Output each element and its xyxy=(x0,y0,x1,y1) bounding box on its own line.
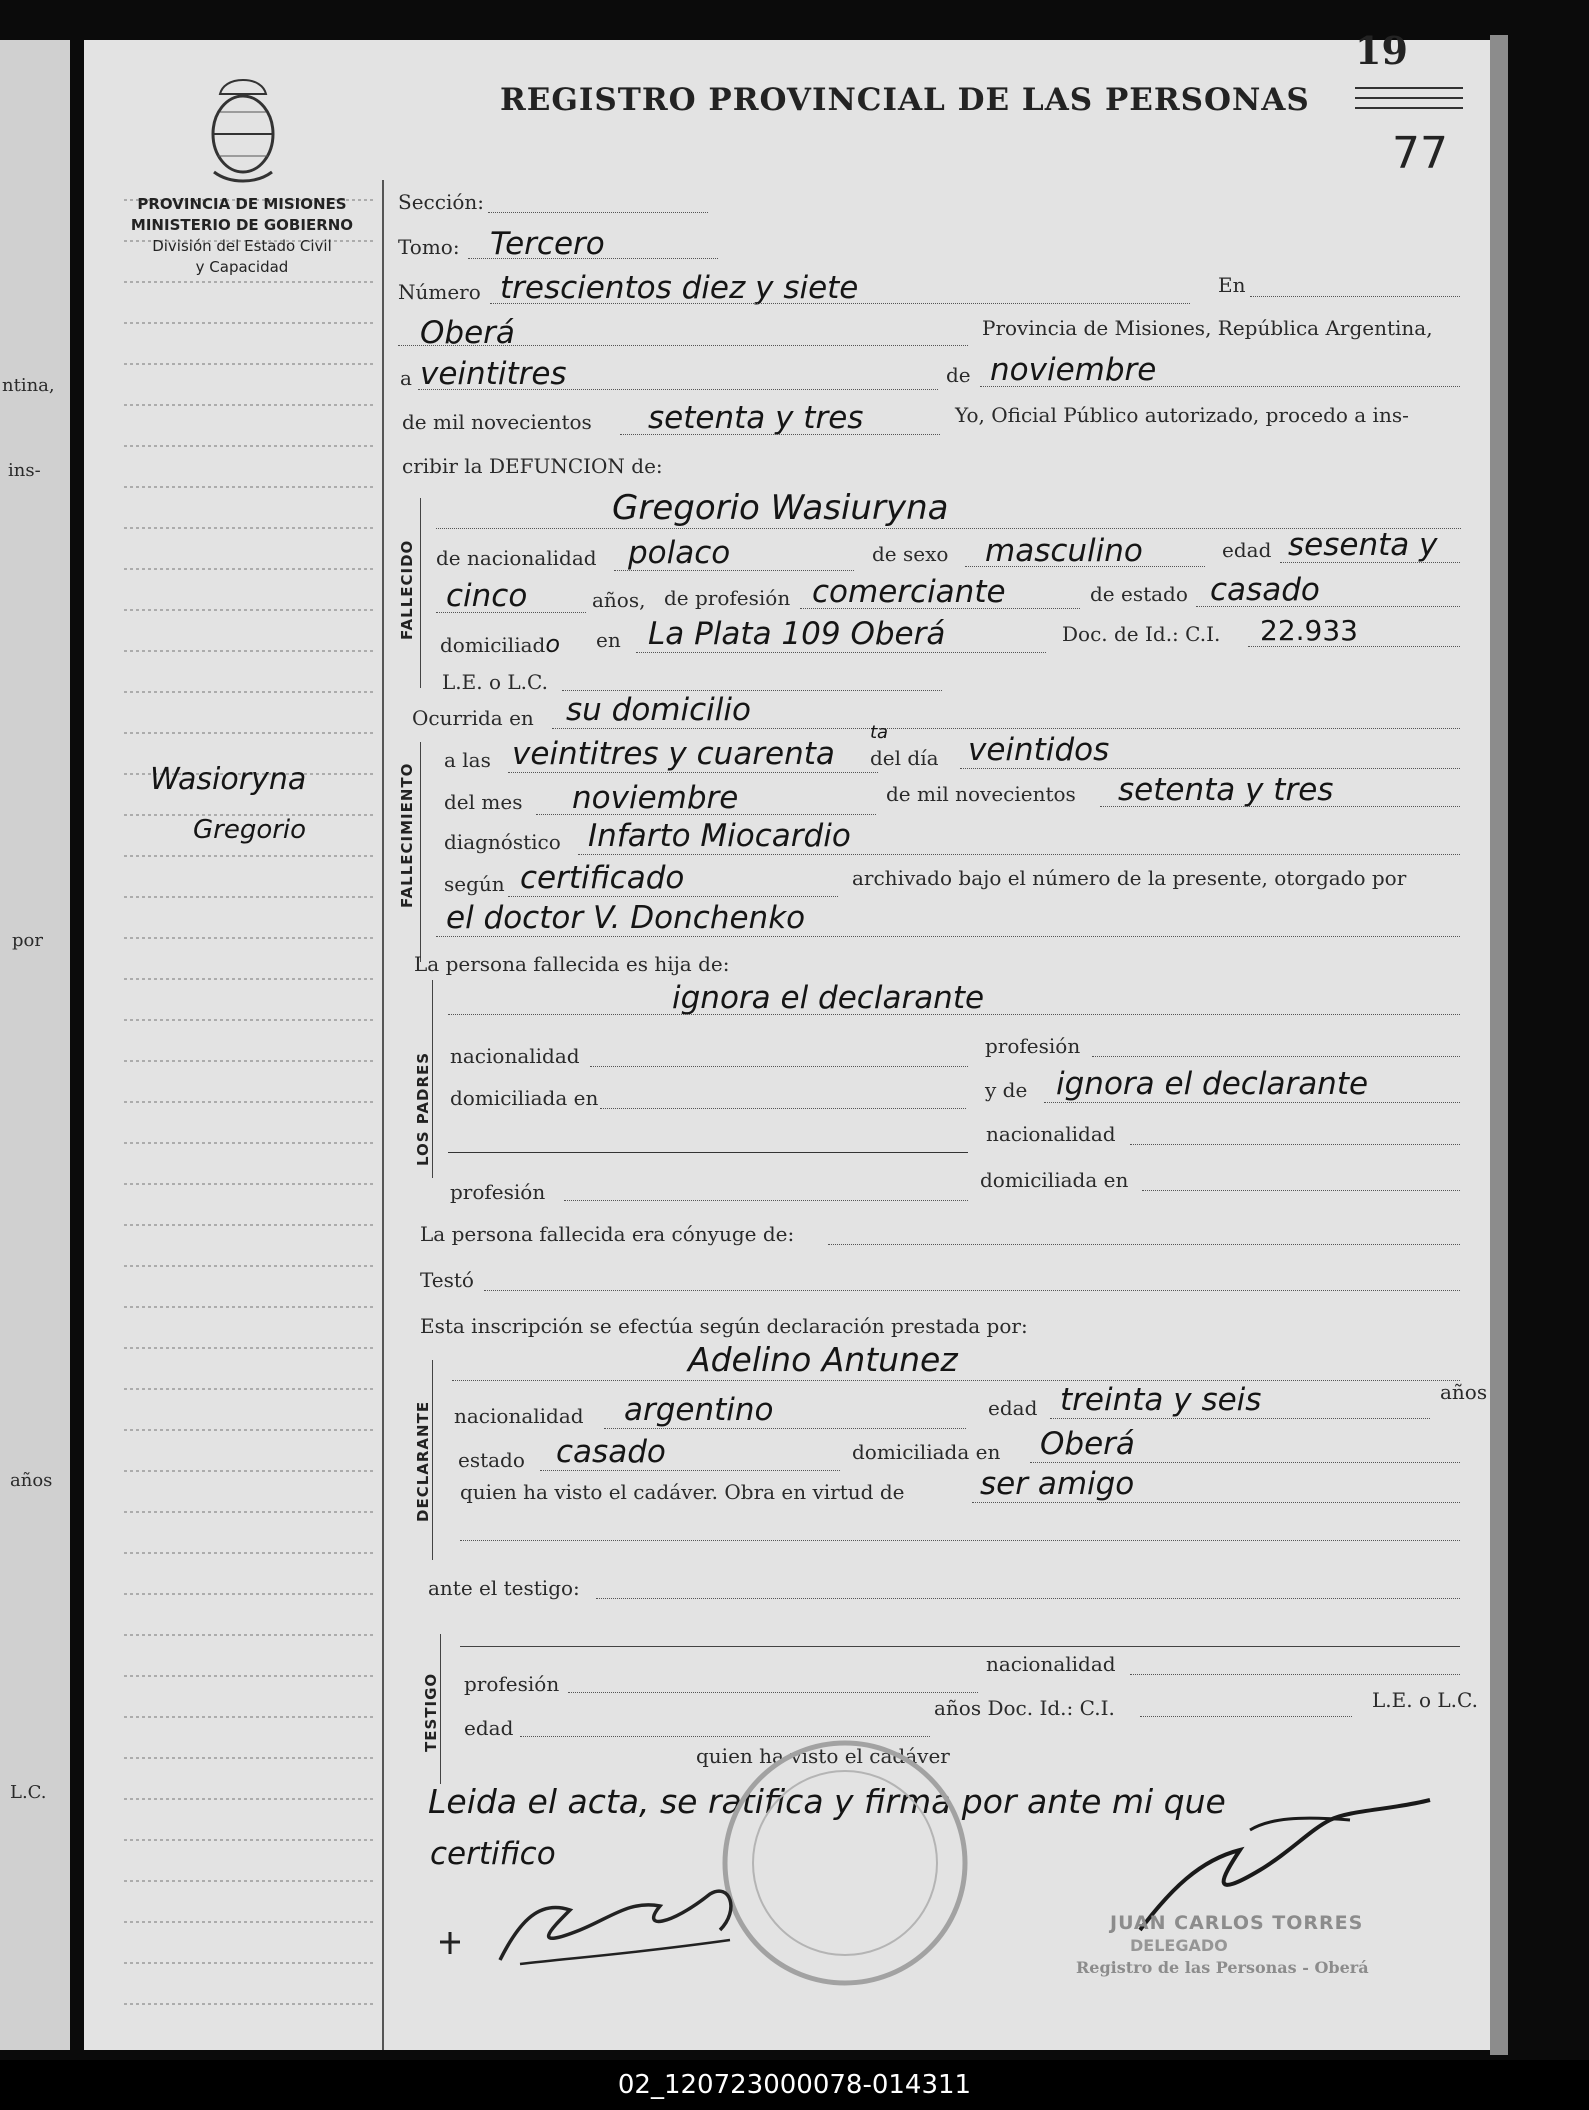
edad-value-2: cinco xyxy=(446,578,528,614)
del-dia-label: del día xyxy=(870,746,939,770)
en-label: En xyxy=(1218,273,1246,297)
nacionalidad2-line xyxy=(1130,1144,1460,1145)
domiciliado-text: domiciliad xyxy=(440,633,546,657)
domicilio-line xyxy=(636,652,1046,653)
estado-value: casado xyxy=(1210,572,1320,608)
fallecimiento-bracket xyxy=(420,742,421,962)
left-fragment: por xyxy=(12,930,43,951)
fallecido-bracket xyxy=(420,498,421,688)
anio-label: de mil novecientos xyxy=(886,782,1076,806)
testigo-edad-label: edad xyxy=(464,1716,514,1740)
profesion2-label: profesión xyxy=(450,1180,546,1204)
numero-line xyxy=(490,303,1190,304)
lugar-line xyxy=(398,345,968,346)
anio-line xyxy=(620,434,940,435)
profesion-line xyxy=(1092,1056,1460,1057)
declarante-extra-line xyxy=(460,1540,1460,1541)
left-fragment: L.C. xyxy=(10,1782,47,1803)
ante-testigo-label: ante el testigo: xyxy=(428,1576,580,1600)
declarante-edad-label: edad xyxy=(988,1396,1038,1420)
declarante-intro: Esta inscripción se efectúa según declaración prestada por: xyxy=(420,1314,1028,1338)
testigo-profesion-label: profesión xyxy=(464,1672,560,1696)
testigo-nacionalidad-label: nacionalidad xyxy=(986,1652,1116,1676)
page-title: REGISTRO PROVINCIAL DE LAS PERSONAS xyxy=(500,82,1310,118)
profesion-label: profesión xyxy=(985,1034,1081,1058)
domiciliada-label: domiciliada en xyxy=(450,1086,599,1110)
dia-line xyxy=(960,768,1460,769)
ocurrida-value: su domicilio xyxy=(566,692,751,728)
office-division-2: y Capacidad xyxy=(195,258,289,276)
mes-value: noviembre xyxy=(572,780,739,816)
seccion-label: Sección: xyxy=(398,190,484,214)
header-strike-lines xyxy=(1355,84,1465,118)
stamp-number: 19 xyxy=(1355,28,1408,73)
estado-line xyxy=(1196,606,1460,607)
ocurrida-label: Ocurrida en xyxy=(412,706,534,730)
anios-label: años, xyxy=(592,588,646,612)
dia-value: veintidos xyxy=(968,732,1110,768)
sexo-label: de sexo xyxy=(872,542,949,566)
edad-value-1: sesenta y xyxy=(1288,527,1438,563)
dia-line xyxy=(418,389,938,390)
domiciliada-line xyxy=(600,1108,966,1109)
margin-given-name: Gregorio xyxy=(193,815,307,845)
issuing-office xyxy=(122,194,362,278)
left-page-edge xyxy=(0,40,70,2050)
madre-line xyxy=(1044,1102,1460,1103)
testigo-name-line xyxy=(460,1646,1460,1647)
madre-value: ignora el declarante xyxy=(1056,1066,1369,1102)
diagnostico-line xyxy=(578,854,1460,855)
profesion-line xyxy=(800,608,1080,609)
doctor-line xyxy=(436,936,1460,937)
conyuge-text: La persona fallecida era cónyuge de: xyxy=(420,1222,795,1246)
padres-section-label: LOS PADRES xyxy=(414,1051,432,1166)
domicilio-en-label: en xyxy=(596,628,621,652)
padre-line xyxy=(448,1014,1460,1015)
nacionalidad-label: nacionalidad xyxy=(450,1044,580,1068)
nacionalidad-line xyxy=(590,1066,968,1067)
testo-label: Testó xyxy=(420,1268,474,1292)
sexo-value: masculino xyxy=(985,533,1143,569)
closing-line-2: certifico xyxy=(430,1836,556,1872)
closing-line-1: Leida el acta, se ratifica y firma por ante mi que xyxy=(428,1782,1226,1821)
testigo-section-label: TESTIGO xyxy=(422,1672,440,1752)
sexo-line xyxy=(965,566,1205,567)
domicilio-value: La Plata 109 Oberá xyxy=(648,616,946,652)
officer-name-stamp: JUAN CARLOS TORRES xyxy=(1110,1912,1364,1934)
domiciliado-label xyxy=(440,630,560,658)
declarant-signature-icon xyxy=(430,1870,770,1980)
profesion-value: comerciante xyxy=(812,574,1006,610)
oficial-text: Yo, Oficial Público autorizado, procedo a ins- xyxy=(955,403,1409,427)
le-label: L.E. o L.C. xyxy=(442,670,548,694)
tomo-line xyxy=(468,258,718,259)
declarante-bracket xyxy=(432,1360,433,1560)
office-ministry: MINISTERIO DE GOBIERNO xyxy=(130,216,354,234)
officer-office-stamp: Registro de las Personas - Oberá xyxy=(1076,1958,1369,1977)
image-caption: 02_120723000078-014311 xyxy=(0,2060,1589,2110)
coat-of-arms-icon xyxy=(200,72,286,190)
nacionalidad-value: polaco xyxy=(628,535,731,571)
declarante-nacionalidad-line xyxy=(604,1428,966,1429)
de-label: de xyxy=(946,363,971,387)
doc-label: Doc. de Id.: C.I. xyxy=(1062,622,1221,646)
edad-line xyxy=(1280,562,1460,563)
estado-label: de estado xyxy=(1090,582,1188,606)
left-fragment: ins- xyxy=(8,460,41,481)
doctor-value: el doctor V. Donchenko xyxy=(446,900,806,936)
declarante-nacionalidad-label: nacionalidad xyxy=(454,1404,584,1428)
page-edge xyxy=(1490,35,1508,2055)
anio-label: de mil novecientos xyxy=(402,410,592,434)
le-line xyxy=(562,690,942,691)
domiciliada2-label: domiciliada en xyxy=(980,1168,1129,1192)
declarante-virtud-value: ser amigo xyxy=(980,1466,1135,1502)
hija-text: La persona fallecida es hija de: xyxy=(414,952,730,976)
conyuge-line xyxy=(828,1244,1460,1245)
fallecimiento-section-label: FALLECIMIENTO xyxy=(398,762,416,908)
declarante-virtud-line xyxy=(972,1502,1460,1503)
seccion-line xyxy=(488,212,708,213)
declarante-visto-text: quien ha visto el cadáver. Obra en virtud de xyxy=(460,1480,905,1504)
fallecido-section-label: FALLECIDO xyxy=(398,539,416,640)
ocurrida-line xyxy=(552,728,1460,729)
anio-value: setenta y tres xyxy=(1118,772,1334,808)
testigo-doc-label: años Doc. Id.: C.I. xyxy=(934,1696,1115,1720)
declarante-estado-label: estado xyxy=(458,1448,525,1472)
declarante-edad-line xyxy=(1050,1418,1430,1419)
testigo-profesion-line xyxy=(568,1692,978,1693)
en-line xyxy=(1250,296,1460,297)
nacionalidad2-label: nacionalidad xyxy=(986,1122,1116,1146)
padres-bracket xyxy=(432,980,433,1178)
testigo-nacionalidad-line xyxy=(1130,1674,1460,1675)
domiciliado-suffix: o xyxy=(545,630,561,658)
domiciliada2-line xyxy=(1142,1190,1460,1191)
segun-line xyxy=(508,896,838,897)
mes-line xyxy=(980,386,1460,387)
edad-label: edad xyxy=(1222,538,1272,562)
declarante-edad-value: treinta y seis xyxy=(1060,1382,1262,1418)
hora-label: a las xyxy=(444,748,491,772)
office-division: División del Estado Civil xyxy=(152,237,332,255)
y-de-label: y de xyxy=(985,1078,1028,1102)
nacionalidad-label: de nacionalidad xyxy=(436,546,597,570)
padre-value: ignora el declarante xyxy=(672,980,985,1016)
a-label: a xyxy=(400,366,412,390)
archivado-text: archivado bajo el número de la presente, otorgado por xyxy=(852,866,1407,890)
anio-value: setenta y tres xyxy=(648,400,864,436)
margin-ruled-lines xyxy=(84,180,384,2050)
officer-title-stamp: DELEGADO xyxy=(1130,1936,1228,1955)
anio-line xyxy=(1100,806,1460,807)
del-mes-label: del mes xyxy=(444,790,523,814)
office-province: PROVINCIA DE MISIONES xyxy=(137,195,347,213)
declarante-domicilio-value: Oberá xyxy=(1040,1426,1135,1462)
tomo-label: Tomo: xyxy=(398,235,460,259)
segun-label: según xyxy=(444,872,505,896)
declarante-estado-value: casado xyxy=(556,1434,666,1470)
lugar-value: Oberá xyxy=(420,315,515,351)
profesion-label: de profesión xyxy=(664,586,791,610)
testigo-doc-line xyxy=(1140,1716,1352,1717)
profesion2-line xyxy=(564,1200,968,1201)
segun-value: certificado xyxy=(520,860,685,896)
edad2-line xyxy=(436,612,586,613)
diagnostico-label: diagnóstico xyxy=(444,830,561,854)
hora-value: veintitres y cuarenta xyxy=(512,736,835,772)
numero-label: Número xyxy=(398,280,481,304)
declarante-nacionalidad-value: argentino xyxy=(624,1392,774,1428)
margin-surname: Wasioryna xyxy=(150,762,307,797)
declarante-section-label: DECLARANTE xyxy=(414,1400,432,1522)
testigo-visto-text: quien ha visto el cadáver xyxy=(696,1744,950,1768)
numero-value: trescientos diez y siete xyxy=(500,270,859,306)
left-fragment: años xyxy=(10,1470,53,1491)
testigo-le-label: L.E. o L.C. xyxy=(1372,1688,1478,1712)
declarante-domicilio-line xyxy=(1030,1462,1460,1463)
tomo-value: Tercero xyxy=(490,226,605,262)
page-number: 77 xyxy=(1392,128,1448,179)
ante-testigo-line xyxy=(596,1598,1460,1599)
declarante-name: Adelino Antunez xyxy=(688,1340,958,1379)
testo-line xyxy=(484,1290,1460,1291)
diagnostico-value: Infarto Miocardio xyxy=(588,818,851,854)
fallecido-name: Gregorio Wasiuryna xyxy=(612,488,949,528)
doc-value: 22.933 xyxy=(1260,614,1358,647)
margin-divider xyxy=(382,180,384,2050)
mes-value: noviembre xyxy=(990,352,1157,388)
left-fragment: ntina, xyxy=(2,375,55,396)
doc-line xyxy=(1248,646,1460,647)
hora-suffix: ta xyxy=(870,722,889,743)
provincia-text: Provincia de Misiones, República Argentina, xyxy=(982,316,1433,340)
nacionalidad-line xyxy=(614,570,854,571)
declarante-name-line xyxy=(452,1380,1460,1381)
declarante-anios-label: años xyxy=(1440,1380,1488,1404)
declarante-domiciliada-label: domiciliada en xyxy=(852,1440,1001,1464)
hora-line xyxy=(508,772,878,773)
mes-line xyxy=(536,814,876,815)
declarante-estado-line xyxy=(540,1470,840,1471)
padre-extra-line xyxy=(448,1152,968,1153)
dia-value: veintitres xyxy=(420,356,567,392)
testigo-bracket xyxy=(440,1634,441,1784)
inscribir-text: cribir la DEFUNCION de: xyxy=(402,454,663,478)
